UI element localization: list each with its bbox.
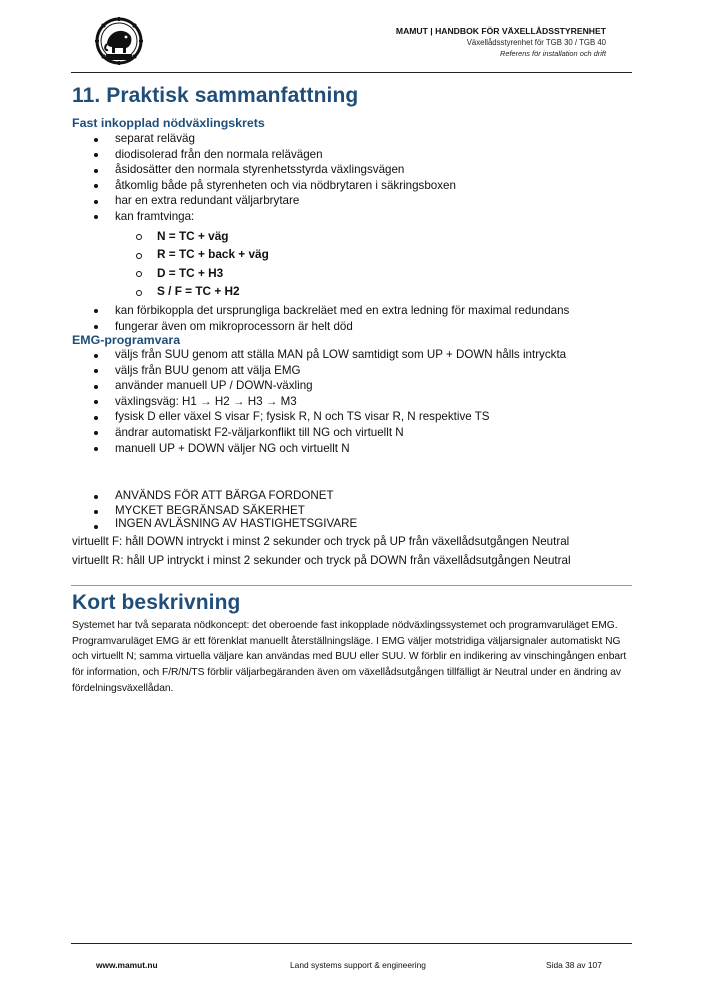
list-item: manuell UP + DOWN väljer NG och virtuellt N	[115, 441, 566, 457]
sub-list-item: S / F = TC + H2	[157, 282, 569, 301]
header-title: MAMUT | HANDBOK FÖR VÄXELLÅDSSTYRENHET	[395, 26, 606, 36]
sub-list-item: D = TC + H3	[157, 264, 569, 283]
list-item: har en extra redundant väljarbrytare	[115, 193, 569, 209]
header-subtitle: Växellådsstyrenhet för TGB 30 / TGB 40	[466, 38, 606, 47]
list-item: INGEN AVLÄSNING AV HASTIGHETSGIVARE	[115, 517, 358, 531]
list-item: åsidosätter den normala styrenhetsstyrda växlingsvägen	[115, 162, 569, 178]
list-item: MYCKET BEGRÄNSAD SÄKERHET	[115, 503, 357, 518]
list-item: använder manuell UP / DOWN-växling	[115, 378, 566, 394]
sub-list-item: N = TC + väg	[157, 227, 569, 246]
footer-website: www.mamut.nu	[96, 960, 158, 970]
list-item: växlingsväg: H1 → H2 → H3 → M3	[115, 394, 566, 410]
header-divider	[71, 72, 632, 73]
fast-circuit-list	[115, 131, 569, 334]
list-item-with-sublist	[115, 209, 569, 301]
footer-page-number: Sida 38 av 107	[546, 960, 602, 970]
list-item: diodisolerad från den normala relävägen	[115, 147, 569, 163]
list-item: fysisk D eller växel S visar F; fysisk R, N och TS visar R, N respektive TS	[115, 409, 566, 425]
header-subtitle-italic: Referens för installation och drift	[500, 49, 606, 58]
list-item: kan förbikoppla det ursprungliga backreläet med en extra ledning för maximal redundans	[115, 303, 570, 317]
list-item: separat reläväg	[115, 131, 569, 147]
footer-divider	[71, 943, 632, 944]
mamut-logo-icon	[93, 17, 145, 65]
list-item: ändrar automatiskt F2-väljarkonflikt till NG och virtuellt N	[115, 425, 566, 441]
document-header	[396, 26, 606, 59]
caps-warning-list	[115, 488, 357, 530]
list-item-text: kan framtvinga:	[115, 209, 195, 223]
subheading-emg-software: EMG-programvara	[72, 333, 181, 347]
sub-list-item: R = TC + back + väg	[157, 245, 569, 264]
footer-tagline: Land systems support & engineering	[290, 960, 426, 970]
section-heading-description: Kort beskrivning	[72, 591, 241, 614]
virtual-r-instruction: virtuellt R: håll UP intryckt i minst 2 sekunder och tryck på DOWN från växellådsutgången Neutral	[72, 554, 571, 567]
list-item: ANVÄNDS FÖR ATT BÄRGA FORDONET	[115, 488, 357, 503]
list-item: väljs från BUU genom att välja EMG	[115, 363, 566, 379]
force-options-list	[157, 227, 569, 301]
subheading-fast-circuit: Fast inkopplad nödväxlingskrets	[72, 116, 265, 130]
virtual-f-instruction: virtuellt F: håll DOWN intryckt i minst 2 sekunder och tryck på UP från växellådsutgången Neutral	[72, 535, 570, 548]
list-item: åtkomlig både på styrenheten och via nödbrytaren i säkringsboxen	[115, 178, 569, 194]
list-item: väljs från SUU genom att ställa MAN på LOW samtidigt som UP + DOWN hålls intryckta	[115, 348, 567, 361]
list-item: fungerar även om mikroprocessorn är helt död	[115, 319, 569, 335]
emg-list	[115, 347, 566, 456]
section-heading-summary: 11. Praktisk sammanfattning	[72, 84, 359, 107]
section-divider	[71, 585, 632, 586]
description-paragraph: Systemet har två separata nödkoncept: det oberoende fast inkopplade nödväxlingssystemet och programvaruläget EMG. Programvaruläget EMG är ett förenklat manuellt återställningsläge. I EMG väljer motstridiga väljarsignaler automatiskt NG och virtuellt N; samma virtuella väljare kan användas med BUU eller SUU. W förblir en indikering av vinschingången enbart för information, och F/R/N/TS förblir väljarbegäranden även om växellådsutgången tillfälligt är Neutral under en ändring av fördelningsväxellådan.	[72, 620, 627, 694]
